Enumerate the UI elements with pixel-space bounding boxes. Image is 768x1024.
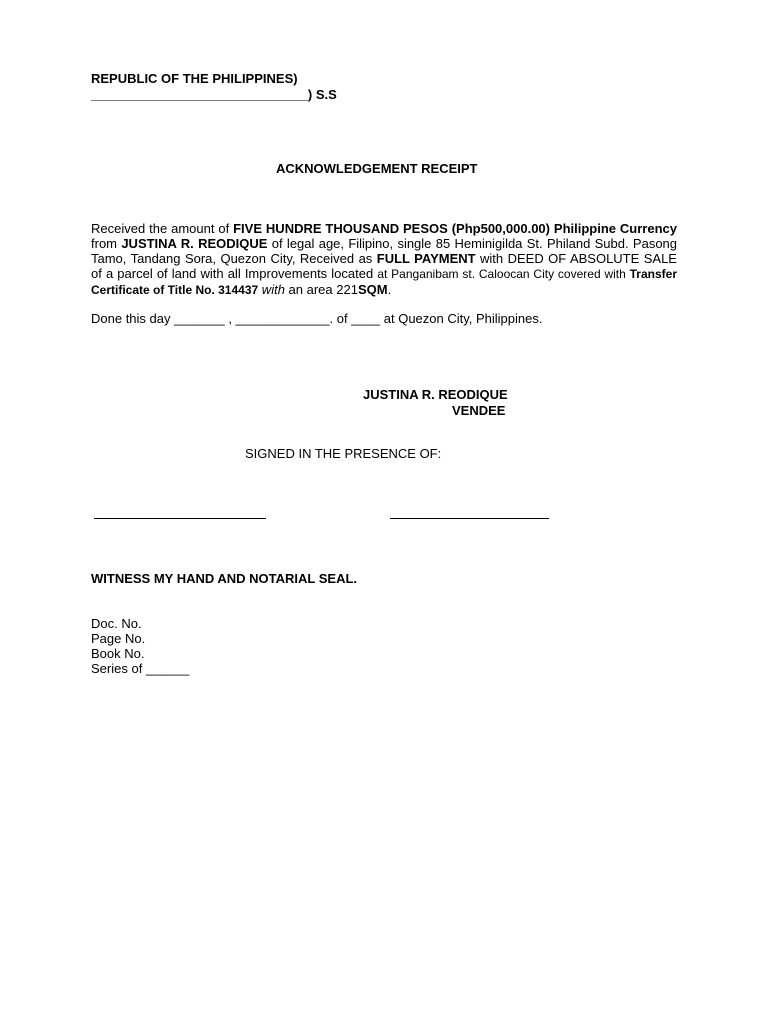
with-text: with xyxy=(258,282,285,297)
amount-text: FIVE HUNDRE THOUSAND PESOS (Php500,000.00) Philippine Currency xyxy=(233,221,677,236)
page-no: Page No. xyxy=(91,631,146,646)
tct-text: Transfer Certificate of Title No. 314437 xyxy=(91,267,677,297)
signatory-role: VENDEE xyxy=(452,403,506,418)
done-line: Done this day _______ , _____________. of ____ at Quezon City, Philippines. xyxy=(91,311,543,326)
witness-seal-text: WITNESS MY HAND AND NOTARIAL SEAL. xyxy=(91,571,358,586)
book-no: Book No. xyxy=(91,646,145,661)
series-of: Series of ______ xyxy=(91,661,190,676)
from-text: from xyxy=(91,236,122,251)
sqm-text: SQM xyxy=(357,282,388,297)
ss-line: ______________________________) S.S xyxy=(91,87,337,102)
republic-header: REPUBLIC OF THE PHILIPPINES) xyxy=(91,71,298,86)
notary-details xyxy=(91,616,189,676)
area-text: an area 221 xyxy=(284,282,358,297)
witness-signature-line-1 xyxy=(94,518,266,519)
witness-signature-line-2 xyxy=(390,518,549,519)
signed-presence: SIGNED IN THE PRESENCE OF: xyxy=(245,446,442,461)
payer-name: JUSTINA R. REODIQUE xyxy=(121,236,268,251)
full-payment-text: FULL PAYMENT xyxy=(376,251,476,266)
location-text: at Panganibam st. Caloocan City covered with xyxy=(377,267,630,281)
receipt-paragraph xyxy=(91,221,677,298)
deed-text: with DEED OF ABSOLUTE SALE of a parcel of land with all Improvements located xyxy=(91,251,677,281)
period-text: . xyxy=(387,282,392,297)
received-text: Received the amount of xyxy=(91,221,234,236)
signatory-name: JUSTINA R. REODIQUE xyxy=(363,387,508,402)
payer-details: of legal age, Filipino, single 85 Heminigilda St. Philand Subd. Pasong Tamo, Tandang Sora, Quezon City, Received as xyxy=(91,236,678,266)
document-title: ACKNOWLEDGEMENT RECEIPT xyxy=(276,161,478,176)
doc-no: Doc. No. xyxy=(91,616,142,631)
